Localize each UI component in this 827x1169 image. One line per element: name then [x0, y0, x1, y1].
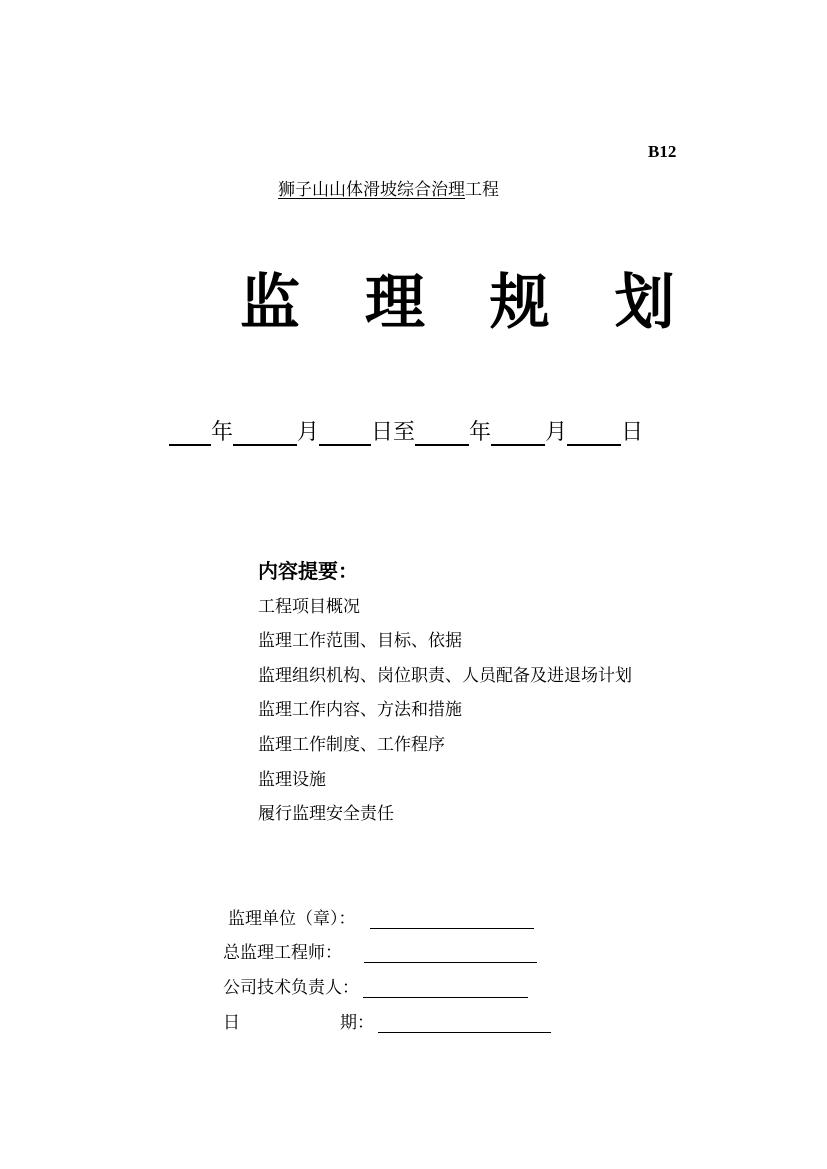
blank-day-1[interactable]: [319, 420, 371, 446]
summary-item: 监理工作内容、方法和措施: [258, 700, 462, 720]
signature-unit-row: [228, 904, 534, 929]
blank-day-2[interactable]: [567, 420, 621, 446]
project-name: [278, 175, 499, 200]
blank-month-2[interactable]: [491, 420, 545, 446]
title-char-3: 规: [489, 268, 570, 338]
title-char-4: 划: [614, 268, 695, 338]
signature-unit-label: 监理单位（章）：: [228, 909, 356, 929]
summary-item: 履行监理安全责任: [258, 804, 394, 824]
summary-item: 监理工作制度、工作程序: [258, 735, 445, 755]
project-name-suffix: 工程: [465, 180, 499, 200]
date-year2-label: 年: [469, 420, 492, 445]
signature-tech-row: [223, 973, 528, 998]
summary-item: 监理设施: [258, 770, 326, 790]
signature-chief-row: [223, 938, 537, 963]
signature-chief-line[interactable]: [364, 944, 537, 963]
summary-item: 监理工作范围、目标、依据: [258, 631, 462, 651]
title-char-2: 理: [364, 268, 445, 338]
document-code: B12: [648, 142, 677, 161]
signature-tech-label: 公司技术负责人：: [223, 978, 359, 998]
signature-tech-line[interactable]: [363, 979, 528, 998]
project-name-underlined: 狮子山山体滑坡综合治理: [278, 180, 465, 200]
date-range-row: [169, 415, 643, 446]
signature-date-line[interactable]: [378, 1014, 551, 1033]
blank-year-2[interactable]: [415, 420, 469, 446]
title-char-1: 监: [240, 268, 320, 338]
summary-item: 工程项目概况: [258, 597, 360, 617]
signature-date-label-right: 期：: [340, 1013, 374, 1033]
summary-item: 监理组织机构、岗位职责、人员配备及进退场计划: [258, 666, 632, 686]
signature-chief-label: 总监理工程师：: [223, 943, 342, 963]
date-month2-label: 月: [545, 420, 568, 445]
date-day2-label: 日: [621, 420, 644, 445]
date-month-label: 月: [297, 420, 320, 445]
date-day-to-label: 日至: [371, 420, 416, 445]
blank-year-1[interactable]: [169, 420, 211, 446]
signature-date-label-left: 日: [223, 1013, 240, 1033]
summary-heading: 内容提要：: [258, 559, 358, 583]
signature-date-row: [223, 1008, 551, 1033]
signature-unit-line[interactable]: [370, 910, 534, 929]
date-year-label: 年: [211, 420, 234, 445]
blank-month-1[interactable]: [233, 420, 297, 446]
page-title: [240, 255, 699, 341]
